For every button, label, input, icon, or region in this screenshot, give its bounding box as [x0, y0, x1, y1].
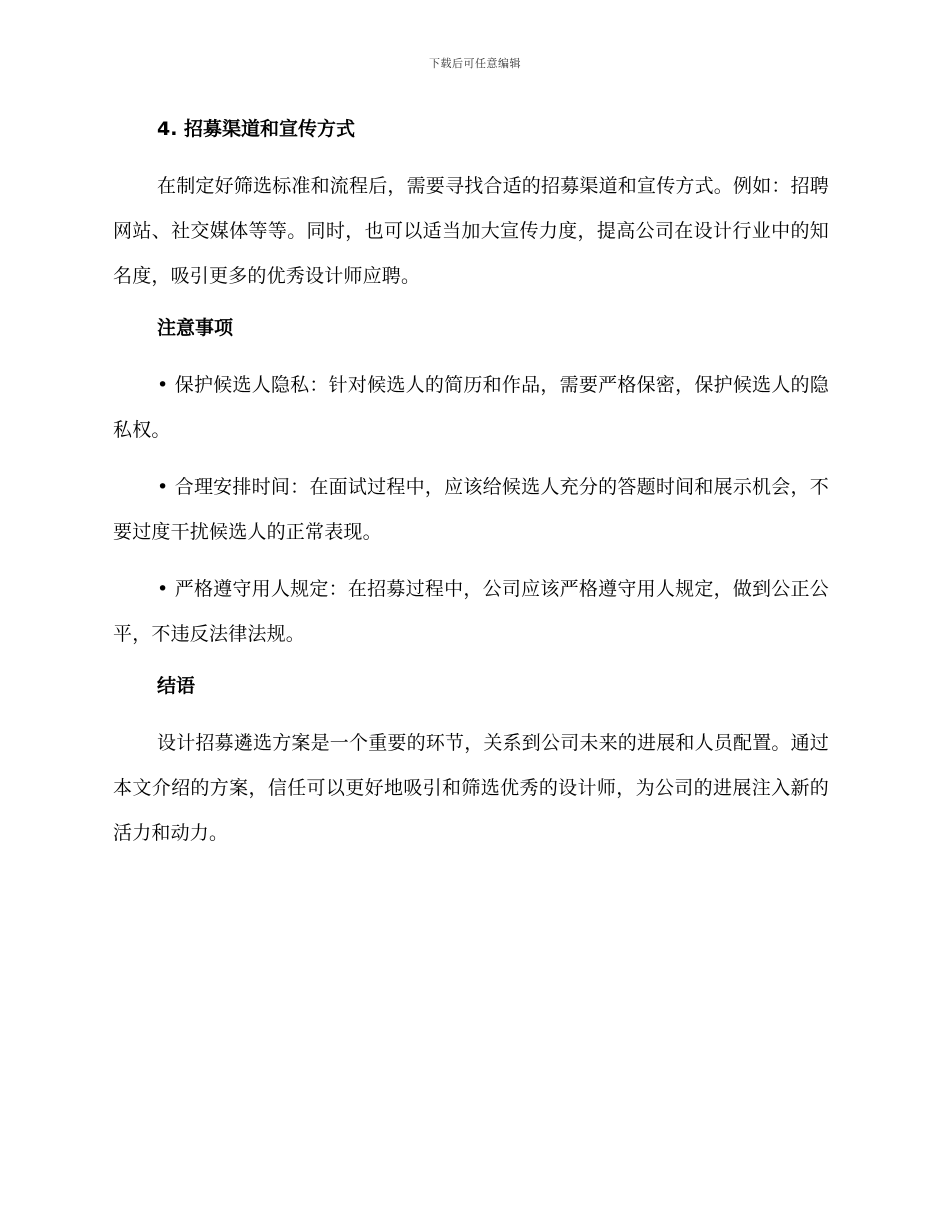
section-title-recruitment-channels: 4. 招募渠道和宣传方式: [157, 118, 356, 140]
paragraph-recruitment-channels: 在制定好筛选标准和流程后，需要寻找合适的招募渠道和宣传方式。例如：招聘网站、社交媒体等等。同时，也可以适当加大宣传力度，提高公司在设计行业中的知名度，吸引更多的优秀设计师应聘。: [113, 175, 830, 287]
paragraph-conclusion: 设计招募遴选方案是一个重要的环节，关系到公司未来的进展和人员配置。通过本文介绍的方案，信任可以更好地吸引和筛选优秀的设计师，为公司的进展注入新的活力和动力。: [113, 732, 830, 844]
section-recruitment-channels: [113, 112, 829, 299]
note-item-schedule: • 合理安排时间：在面试过程中，应该给候选人充分的答题时间和展示机会，不要过度干扰候选人的正常表现。: [113, 476, 829, 543]
note-item-regulations: • 严格遵守用人规定：在招募过程中，公司应该严格遵守用人规定，做到公正公平，不违反法律法规。: [113, 578, 829, 645]
section-title-notes: 注意事项: [157, 317, 234, 339]
section-title-conclusion: 结语: [157, 675, 196, 697]
document-body: [113, 112, 829, 868]
section-notes: [113, 311, 829, 657]
note-item-privacy: • 保护候选人隐私：针对候选人的简历和作品，需要严格保密，保护候选人的隐私权。: [113, 374, 829, 441]
page-header: 下载后可任意编辑: [429, 57, 521, 70]
section-conclusion: [113, 669, 829, 856]
